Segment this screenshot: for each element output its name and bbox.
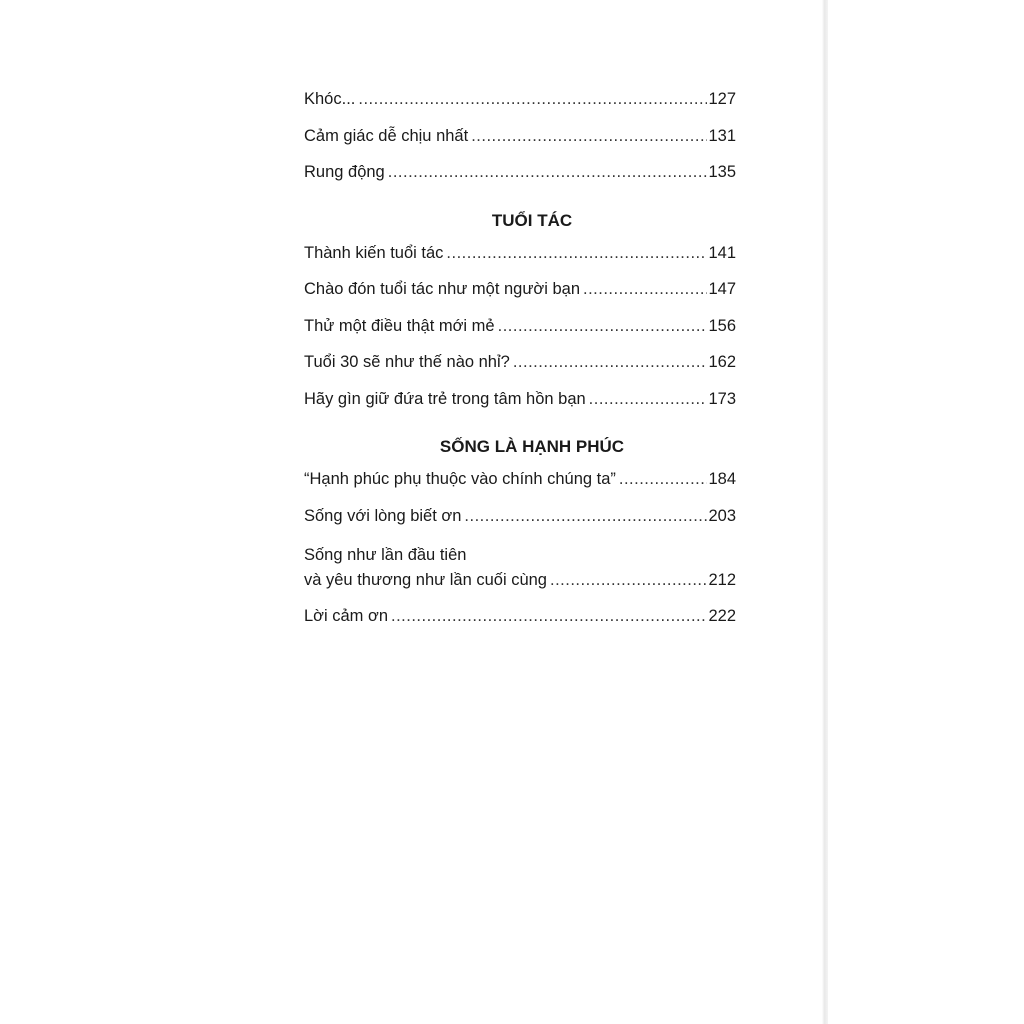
toc-entry-title-line1: Sống như lần đầu tiên <box>304 546 467 564</box>
toc-entry-title: Lời cảm ơn <box>304 607 388 625</box>
toc-entry <box>304 315 736 352</box>
toc-entry <box>304 351 736 388</box>
toc-entry-line2 <box>304 569 736 591</box>
toc-entry-page: 162 <box>708 353 736 371</box>
toc-entry-page: 135 <box>708 163 736 181</box>
toc-entry-page: 184 <box>708 470 736 488</box>
dot-leader <box>471 125 707 147</box>
dot-leader <box>358 88 707 110</box>
toc-entry-title: Rung động <box>304 163 385 181</box>
dot-leader <box>513 351 708 373</box>
dot-leader <box>589 388 708 410</box>
toc-entry-page: 131 <box>708 126 736 145</box>
dot-leader <box>388 161 708 183</box>
section-heading: SỐNG LÀ HẠNH PHÚC <box>439 437 625 456</box>
toc-entry-title: Thành kiến tuổi tác <box>304 243 444 262</box>
toc-entry <box>304 278 736 315</box>
toc-entry-page: 222 <box>708 607 736 625</box>
toc-entry-title: Thử một điều thật mới mẻ <box>304 316 495 335</box>
toc-entry <box>304 388 736 425</box>
toc-entry-page: 203 <box>708 506 736 525</box>
section-heading: TUỔI TÁC <box>491 210 573 230</box>
dot-leader <box>498 315 708 337</box>
toc-entry-page: 141 <box>708 243 736 262</box>
toc-entry-title: “Hạnh phúc phụ thuộc vào chính chúng ta” <box>304 470 616 488</box>
dot-leader <box>446 242 707 264</box>
dot-leader <box>550 569 707 591</box>
toc-entry-title-line2: và yêu thương như lần cuối cùng <box>304 571 547 589</box>
dot-leader <box>464 505 707 527</box>
dot-leader <box>619 468 708 490</box>
toc-entry <box>304 88 736 125</box>
toc-entry-title: Khóc... <box>304 90 356 108</box>
toc-entry-title: Sống với lòng biết ơn <box>304 506 462 525</box>
page-edge-shadow <box>822 0 828 1024</box>
toc-entry <box>304 242 736 279</box>
table-of-contents <box>304 88 736 642</box>
toc-entry <box>304 605 736 642</box>
toc-entry-page: 156 <box>708 316 736 335</box>
toc-entry-title: Chào đón tuổi tác như một người bạn <box>304 280 580 298</box>
toc-entry <box>304 125 736 162</box>
toc-entry-page: 127 <box>708 90 736 108</box>
toc-entry-page: 212 <box>708 571 736 589</box>
toc-entry-two-line <box>304 541 736 591</box>
toc-entry-title: Hãy gìn giữ đứa trẻ trong tâm hồn bạn <box>304 389 586 408</box>
toc-entry-page: 147 <box>708 280 736 298</box>
toc-entry-page: 173 <box>708 389 736 408</box>
toc-entry-title: Tuổi 30 sẽ như thế nào nhỉ? <box>304 353 510 371</box>
toc-entry <box>304 505 736 542</box>
toc-entry <box>304 468 736 505</box>
dot-leader <box>583 278 707 300</box>
toc-entry <box>304 161 736 198</box>
dot-leader <box>391 605 707 627</box>
toc-entry-title: Cảm giác dễ chịu nhất <box>304 126 469 145</box>
